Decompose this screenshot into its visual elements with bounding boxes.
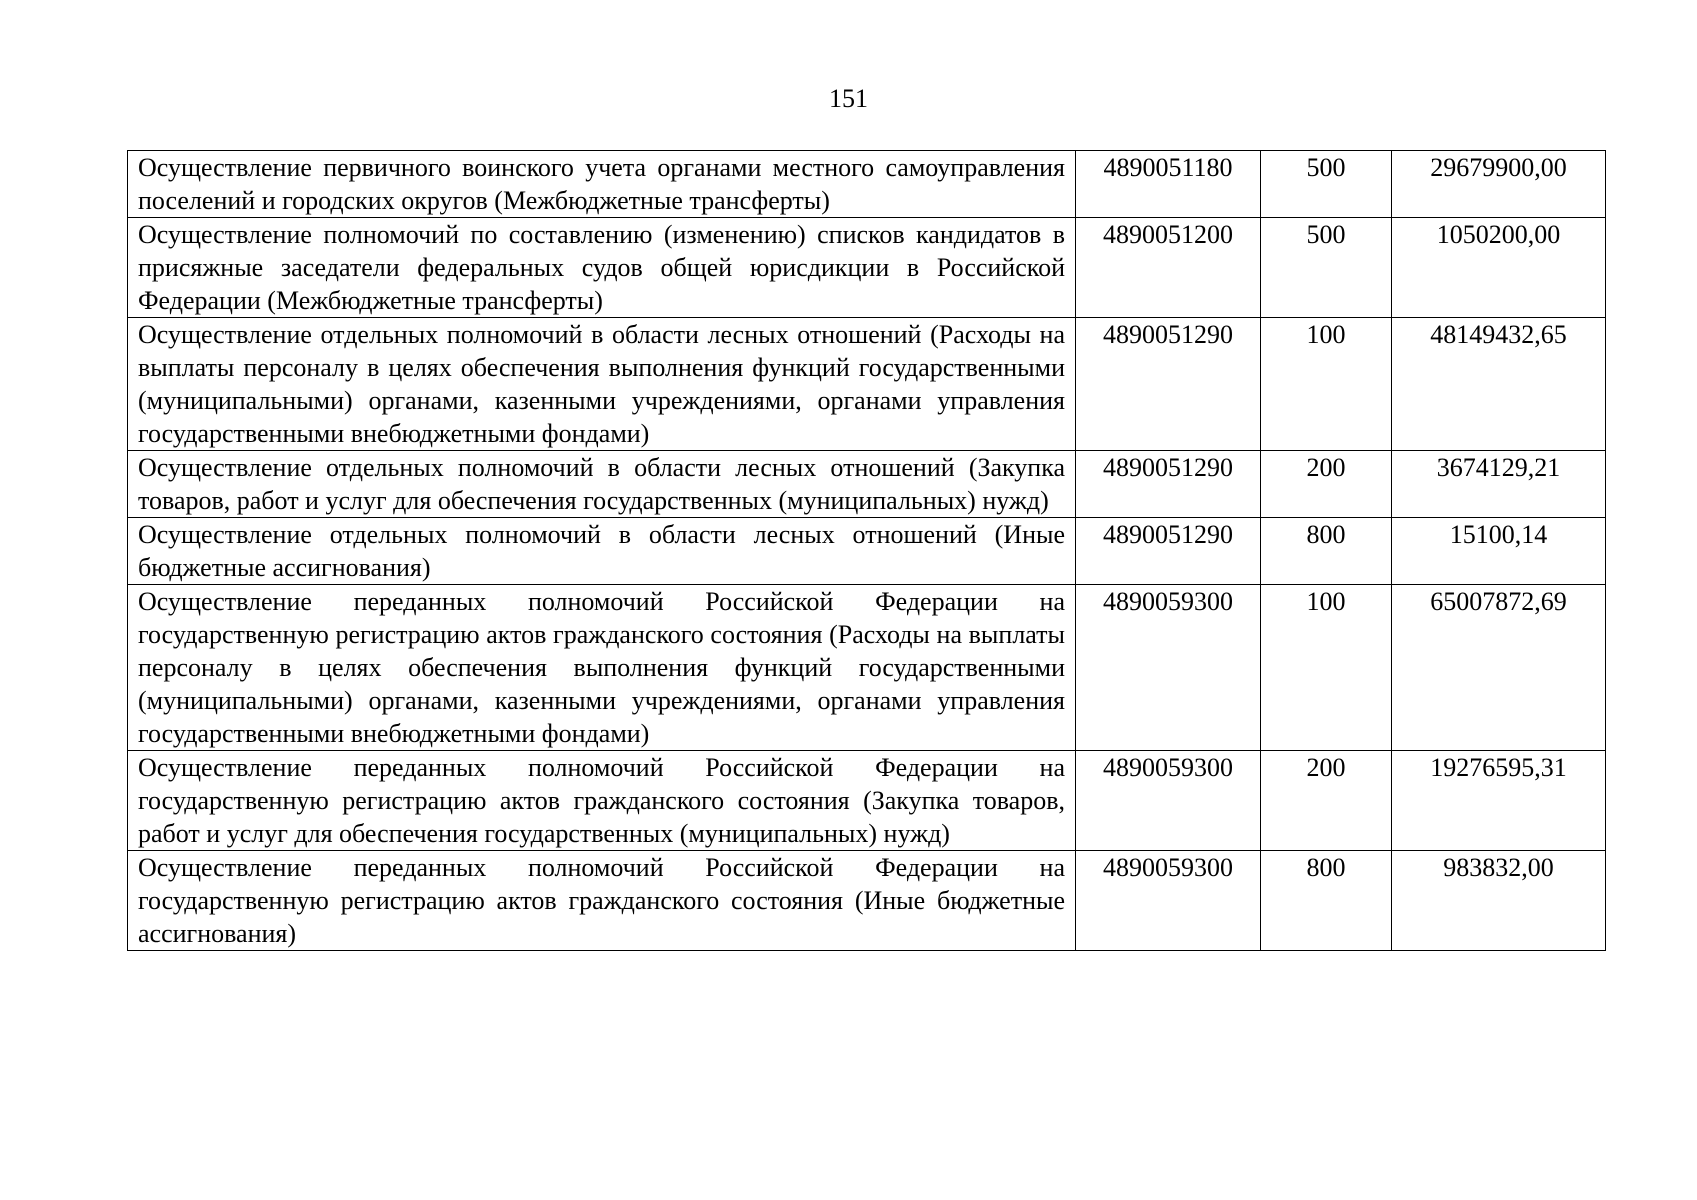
table-row: [128, 318, 1606, 451]
row-target-code: 4890059300: [1076, 751, 1261, 851]
table-row: [128, 518, 1606, 585]
row-amount: 1050200,00: [1392, 218, 1606, 318]
row-amount: 19276595,31: [1392, 751, 1606, 851]
budget-table: [127, 150, 1606, 951]
row-target-code: 4890051290: [1076, 451, 1261, 518]
row-amount: 15100,14: [1392, 518, 1606, 585]
row-target-code: 4890051180: [1076, 151, 1261, 218]
row-target-code: 4890059300: [1076, 585, 1261, 751]
table-row: [128, 151, 1606, 218]
row-expense-type: 200: [1261, 451, 1392, 518]
table-row: [128, 585, 1606, 751]
table-row: [128, 451, 1606, 518]
row-expense-type: 500: [1261, 218, 1392, 318]
row-description: Осуществление полномочий по составлению (изменению) списков кандидатов в присяжные заседатели федеральных судов общей юрисдикции в Российской Федерации (Межбюджетные трансферты): [128, 218, 1076, 318]
row-description: Осуществление переданных полномочий Российской Федерации на государственную регистрацию актов гражданского состояния (Закупка товаров, работ и услуг для обеспечения государственных (муниципальных) нужд): [128, 751, 1076, 851]
page-number: 151: [829, 84, 868, 113]
row-target-code: 4890051200: [1076, 218, 1261, 318]
row-expense-type: 200: [1261, 751, 1392, 851]
row-description: Осуществление отдельных полномочий в области лесных отношений (Закупка товаров, работ и услуг для обеспечения государственных (муниципальных) нужд): [128, 451, 1076, 518]
row-amount: 3674129,21: [1392, 451, 1606, 518]
table-row: [128, 751, 1606, 851]
row-target-code: 4890051290: [1076, 518, 1261, 585]
row-target-code: 4890051290: [1076, 318, 1261, 451]
row-expense-type: 800: [1261, 518, 1392, 585]
table-row: [128, 851, 1606, 951]
row-description: Осуществление отдельных полномочий в области лесных отношений (Иные бюджетные ассигнования): [128, 518, 1076, 585]
row-expense-type: 100: [1261, 318, 1392, 451]
row-expense-type: 500: [1261, 151, 1392, 218]
row-description: Осуществление переданных полномочий Российской Федерации на государственную регистрацию актов гражданского состояния (Расходы на выплаты персоналу в целях обеспечения выполнения функций государственными (муниципальными) органами, казенными учреждениями, органами управления государственными внебюджетными фондами): [128, 585, 1076, 751]
row-description: Осуществление переданных полномочий Российской Федерации на государственную регистрацию актов гражданского состояния (Иные бюджетные ассигнования): [128, 851, 1076, 951]
row-description: Осуществление отдельных полномочий в области лесных отношений (Расходы на выплаты персоналу в целях обеспечения выполнения функций государственными (муниципальными) органами, казенными учреждениями, органами управления государственными внебюджетными фондами): [128, 318, 1076, 451]
row-expense-type: 800: [1261, 851, 1392, 951]
table-row: [128, 218, 1606, 318]
row-amount: 983832,00: [1392, 851, 1606, 951]
row-amount: 65007872,69: [1392, 585, 1606, 751]
row-description: Осуществление первичного воинского учета органами местного самоуправления поселений и городских округов (Межбюджетные трансферты): [128, 151, 1076, 218]
row-target-code: 4890059300: [1076, 851, 1261, 951]
row-amount: 29679900,00: [1392, 151, 1606, 218]
row-expense-type: 100: [1261, 585, 1392, 751]
row-amount: 48149432,65: [1392, 318, 1606, 451]
